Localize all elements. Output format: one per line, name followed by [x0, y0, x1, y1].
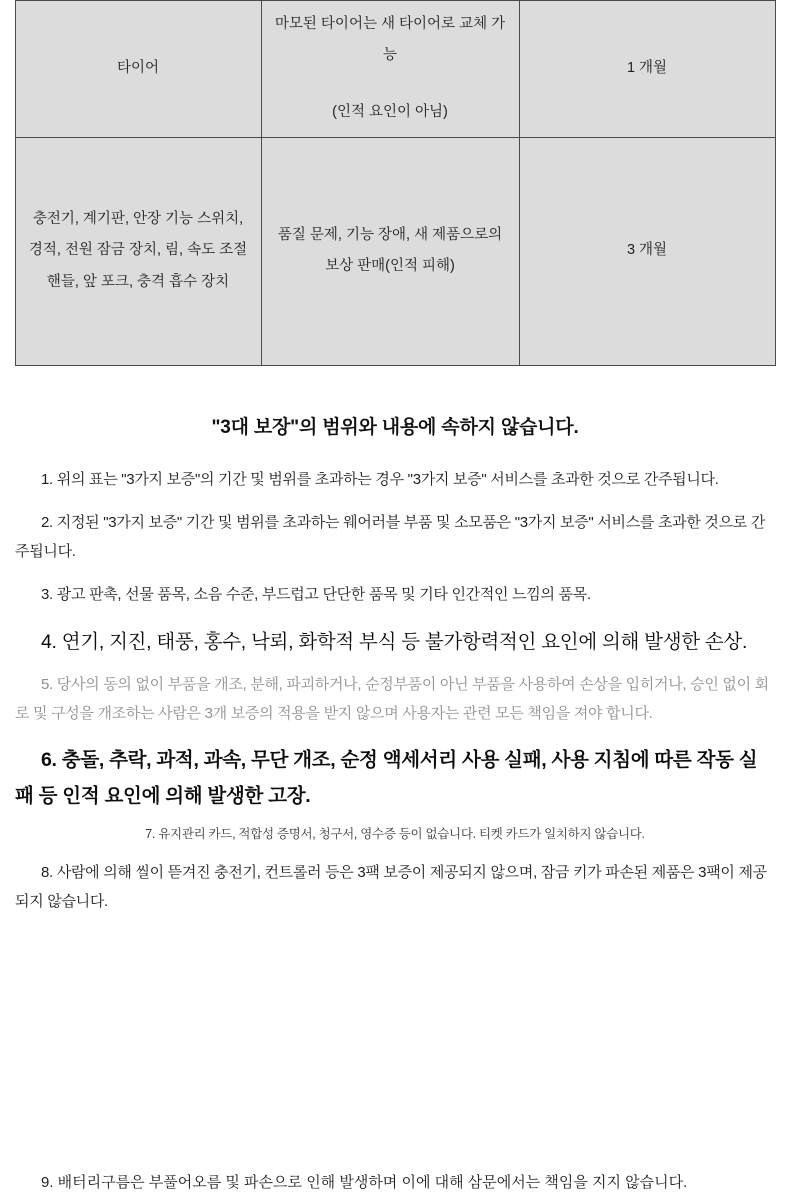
table-cell-term: 3 개월 — [519, 137, 775, 365]
table-row — [15, 1, 775, 138]
exclusion-item-4: 4. 연기, 지진, 태풍, 홍수, 낙뢰, 화학적 부식 등 불가항력적인 요인에 의해 발생한 손상. — [41, 630, 748, 653]
exclusion-item-9-clipped — [0, 1168, 790, 1202]
document-body — [15, 366, 775, 917]
exclusion-item-2: 2. 지정된 "3가지 보증" 기간 및 범위를 초과하는 웨어러블 부품 및 소모품은 "3가지 보증" 서비스를 초과한 것으로 간주됩니다. — [15, 513, 766, 561]
description-line-2: (인적 요인이 아님) — [332, 104, 448, 121]
exclusion-item-1: 1. 위의 표는 "3가지 보증"의 기간 및 범위를 초과하는 경우 "3가지 보증" 서비스를 초과한 것으로 간주됩니다. — [41, 470, 719, 488]
table-cell-description: 품질 문제, 기능 장애, 새 제품으로의 보상 판매(인적 피해) — [261, 137, 519, 365]
description-line-1: 마모된 타이어는 새 타이어로 교체 가능 — [274, 16, 506, 64]
exclusion-item-8: 8. 사람에 의해 씰이 뜯겨진 충전기, 컨트롤러 등은 3팩 보증이 제공되지 않으며, 잠금 키가 파손된 제품은 3팩이 제공되지 않습니다. — [15, 864, 767, 911]
table-cell-description — [261, 1, 519, 138]
exclusion-item-7: 7. 유지관리 카드, 적합성 증명서, 청구서, 영수증 등이 없습니다. 티켓 카드가 일치하지 않습니다. — [145, 827, 645, 842]
exclusion-item-3: 3. 광고 판촉, 선물 품목, 소음 수준, 부드럽고 단단한 품목 및 기타 인간적인 느낌의 품목. — [41, 586, 591, 604]
section-title: "3대 보장"의 범위와 내용에 속하지 않습니다. — [211, 416, 579, 438]
table-row — [15, 137, 775, 365]
table-cell-term: 1 개월 — [519, 1, 775, 138]
table-cell-part: 타이어 — [15, 1, 261, 138]
exclusion-item-5: 5. 당사의 동의 없이 부품을 개조, 분해, 파괴하거나, 순정부품이 아닌 부품을 사용하여 손상을 입히거나, 승인 없이 회로 및 구성을 개조하는 사람은 3개 보증의 적용을 받지 않으며 사용자는 관련 모든 책임을 져야 합니다. — [15, 675, 769, 722]
exclusion-item-6: 6. 충돌, 추락, 과적, 과속, 무단 개조, 순정 액세서리 사용 실패, 사용 지침에 따른 작동 실패 등 인적 요인에 의해 발생한 고장. — [15, 749, 758, 808]
exclusion-item-9: 9. 배터리구름은 부풀어오름 및 파손으로 인해 발생하며 이에 대해 삼문에서는 책임을 지지 않습니다. — [41, 1174, 688, 1191]
table-cell-part: 충전기, 계기판, 안장 기능 스위치, 경적, 전원 잠금 장치, 림, 속도 조절 핸들, 앞 포크, 충격 흡수 장치 — [15, 137, 261, 365]
warranty-table — [15, 0, 776, 366]
